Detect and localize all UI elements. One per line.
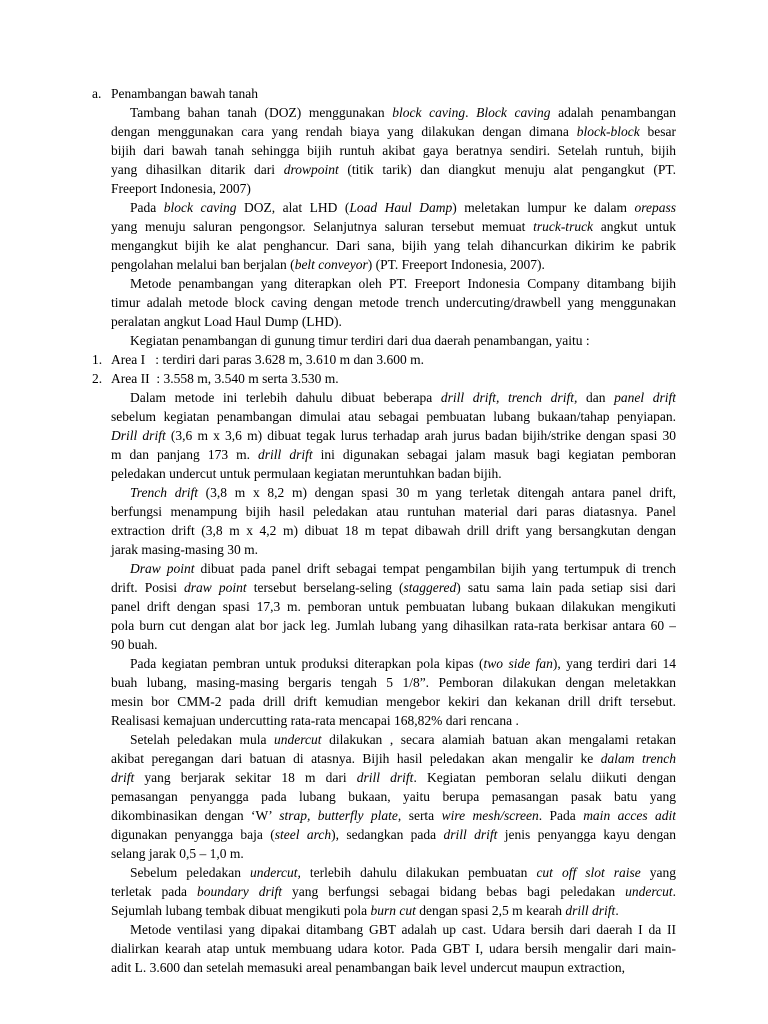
text-line: drift. Posisi draw point tersebut berselang-seling (staggered) satu sama lain pada setiap sisi dari	[111, 580, 676, 595]
paragraph	[92, 331, 676, 350]
text-line: pemasangan penyangga pada lubang bukaan, yaitu berupa pemasangan pasak batu yang	[111, 789, 676, 804]
paragraph	[92, 103, 676, 198]
text-line: Metode ventilasi yang dipakai ditambang GBT adalah up cast. Udara bersih dari daerah I da II	[130, 922, 676, 937]
text-line: selang jarak 0,5 – 1,0 m.	[111, 846, 244, 861]
section-marker: a.	[92, 86, 102, 101]
text-line: yang dihasilkan ditarik dari drowpoint (titik tarik) dan diangkut menuju alat pengangkut (PT.	[111, 162, 676, 177]
text-line: Drill drift (3,6 m x 3,6 m) dibuat tegak lurus terhadap arah jurus badan bijih/strike dengan spasi 30	[111, 428, 676, 443]
text-line: yang menuju saluran pengongsor. Selanjutnya saluran tersebut memuat truck-truck angkut untuk	[111, 219, 676, 234]
text-line: peralatan angkut Load Haul Dump (LHD).	[111, 314, 342, 329]
text-line: 90 buah.	[111, 637, 158, 652]
paragraph	[92, 483, 676, 559]
text-line: Setelah peledakan mula undercut dilakukan , secara alamiah batuan akan mengalami retakan	[130, 732, 676, 747]
text-line: pengolahan melalui ban berjalan (belt conveyor) (PT. Freeport Indonesia, 2007).	[111, 257, 545, 272]
text-line: dialirkan kearah atap untuk membuang udara kotor. Pada GBT I, udara bersih mengalir dari main-	[111, 941, 676, 956]
text-line: dikombinasikan dengan ‘W’ strap, butterfly plate, serta wire mesh/screen. Pada main acces adit	[111, 808, 676, 823]
text-line: peledakan undercut untuk permulaan kegiatan meruntuhkan badan bijih.	[111, 466, 502, 481]
text-line: sebelum kegiatan penambangan dimulai atau sebagai pembuatan lubang bukaan/tahap penyiapan.	[111, 409, 676, 424]
text-line: akibat peregangan dari batuan di atasnya. Bijih hasil peledakan akan mengalir ke dalam trench	[111, 751, 676, 766]
text-line: extraction drift (3,8 m x 4,2 m) dibuat 18 m tepat dibawah drill drift yang bersangkutan dengan	[111, 523, 676, 538]
text-line: Tambang bahan tanah (DOZ) menggunakan block caving. Block caving adalah penambangan	[130, 105, 676, 120]
text-line: Pada block caving DOZ, alat LHD (Load Haul Damp) meletakan lumpur ke dalam orepass	[130, 200, 676, 215]
paragraph	[92, 730, 676, 863]
text-line: berfungsi menampung bijih hasil peledakan atau runtuhan material dari paras diatasnya. Panel	[111, 504, 676, 519]
paragraph	[92, 920, 676, 977]
text-line: buah lubang, masing-masing bergaris tengah 5 1/8”. Pemboran dilakukan dengan meletakkan	[111, 675, 676, 690]
paragraph-group-2	[92, 388, 676, 977]
text-line: adit L. 3.600 dan setelah memasuki areal penambangan baik level undercut maupun extraction,	[111, 960, 625, 975]
text-line: Freeport Indonesia, 2007)	[111, 181, 251, 196]
list-item	[92, 369, 676, 388]
text-line: Sebelum peledakan undercut, terlebih dahulu dilakukan pembuatan cut off slot raise yang	[130, 865, 676, 880]
paragraph	[92, 274, 676, 331]
list-number: 1.	[92, 352, 103, 367]
text-line: mesin bor CMM-2 pada drill drift kemudian mengebor kekiri dan kekanan drill drift tersebut.	[111, 694, 676, 709]
text-line: digunakan penyangga baja (steel arch), sedangkan pada drill drift jenis penyangga kayu dengan	[111, 827, 676, 842]
text-line: Trench drift (3,8 m x 8,2 m) dengan spasi 30 m yang terletak ditengah antara panel drift,	[130, 485, 676, 500]
paragraph-group-1	[92, 103, 676, 350]
document-body	[92, 84, 676, 977]
paragraph	[92, 198, 676, 274]
list-item	[92, 350, 676, 369]
text-line: Kegiatan penambangan di gunung timur terdiri dari dua daerah penambangan, yaitu :	[130, 333, 590, 348]
text-line: drift yang berjarak sekitar 18 m dari drill drift. Kegiatan pemboran selalu diikuti dengan	[111, 770, 676, 785]
section-heading	[92, 84, 676, 103]
text-line: panel drift dengan spasi 17,3 m. pemboran untuk pembuatan lubang bukaan dilakukan mengikuti	[111, 599, 676, 614]
section-title: Penambangan bawah tanah	[111, 86, 258, 101]
paragraph	[92, 388, 676, 483]
text-line: Realisasi kemajuan undercutting rata-rata mencapai 168,82% dari rencana .	[111, 713, 519, 728]
text-line: dengan menggunakan cara yang rendah biaya yang dilakukan dengan dimana block-block besar	[111, 124, 676, 139]
list-text: Area I : terdiri dari paras 3.628 m, 3.610 m dan 3.600 m.	[111, 352, 425, 367]
paragraph	[92, 654, 676, 730]
text-line: Pada kegiatan pembran untuk produksi diterapkan pola kipas (two side fan), yang terdiri dari 14	[130, 656, 676, 671]
text-line: jarak masing-masing 30 m.	[111, 542, 258, 557]
text-line: Sejumlah lubang tembak dibuat mengikuti pola burn cut dengan spasi 2,5 m kearah drill drift.	[111, 903, 619, 918]
text-line: Metode penambangan yang diterapkan oleh PT. Freeport Indonesia Company ditambang bijih	[130, 276, 676, 291]
text-line: mengangkut bijih ke alat penghancur. Dari sana, bijih yang telah dihancurkan dikirim ke pabrik	[111, 238, 676, 253]
text-line: bijih dari bawah tanah sehingga bijih runtuh akibat gaya beratnya sendiri. Setelah runtuh, bijih	[111, 143, 676, 158]
paragraph	[92, 559, 676, 654]
text-line: Dalam metode ini terlebih dahulu dibuat beberapa drill drift, trench drift, dan panel drift	[130, 390, 676, 405]
paragraph	[92, 863, 676, 920]
text-line: timur adalah metode block caving dengan metode trench undercuting/drawbell yang menggunakan	[111, 295, 676, 310]
text-line: Draw point dibuat pada panel drift sebagai tempat pengambilan bijih yang tertumpuk di trench	[130, 561, 676, 576]
text-line: terletak pada boundary drift yang berfungsi sebagai bidang bebas bagi peledakan undercut.	[111, 884, 676, 899]
area-list	[92, 350, 676, 388]
list-text: Area II : 3.558 m, 3.540 m serta 3.530 m.	[111, 371, 339, 386]
list-number: 2.	[92, 371, 103, 386]
text-line: pola burn cut dengan alat bor jack leg. Jumlah lubang yang dihasilkan rata-rata berkisar antara 60 –	[111, 618, 676, 633]
text-line: m dan panjang 173 m. drill drift ini digunakan sebagai jalam masuk bagi kegiatan pemboran	[111, 447, 676, 462]
